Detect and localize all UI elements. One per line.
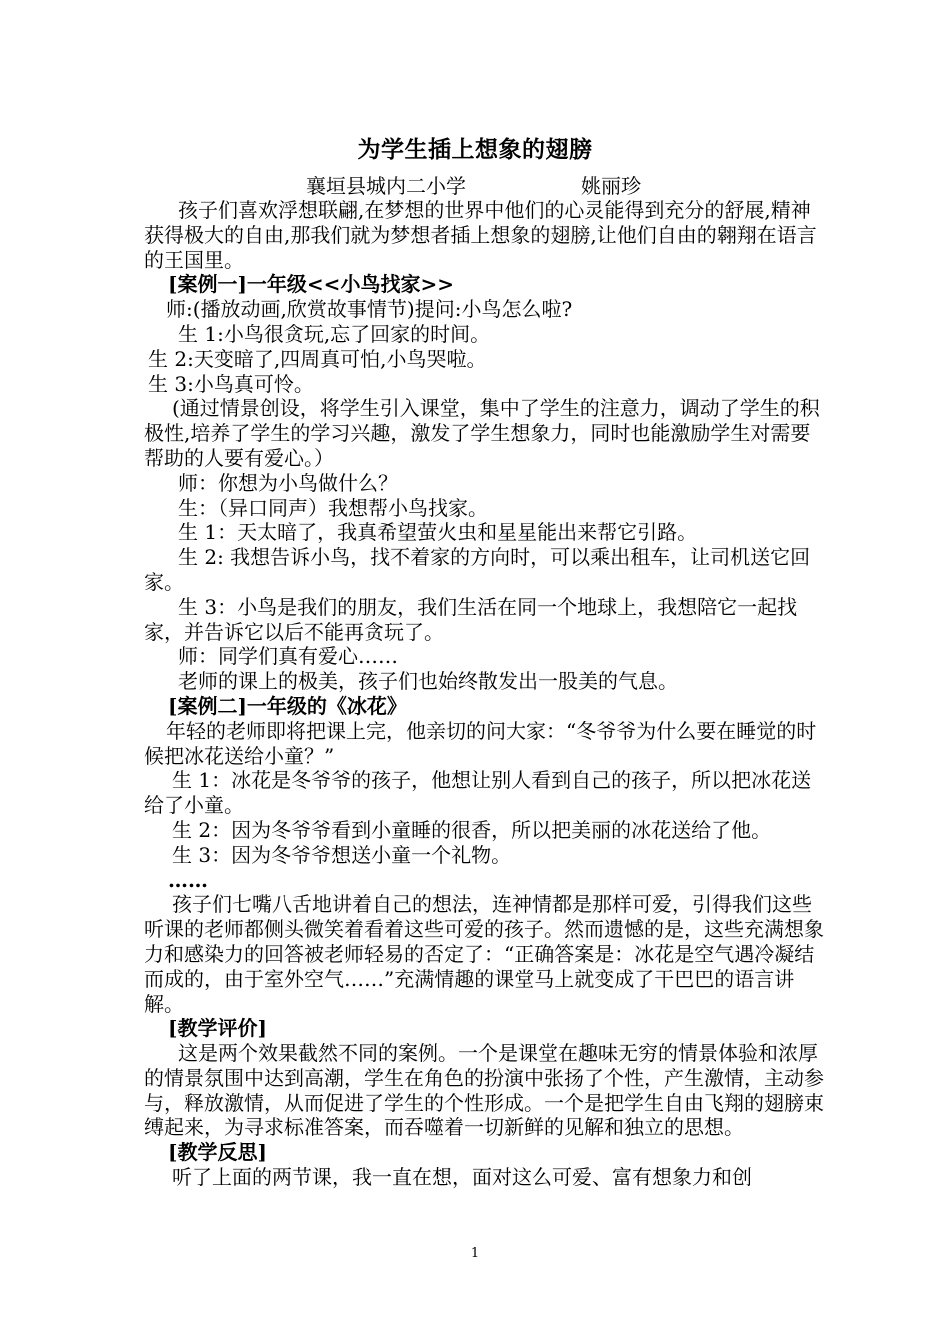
paragraph: 生 2: 我想告诉小鸟，找不着家的方向时，可以乘出租车，让司机送它回家。 xyxy=(144,545,811,594)
section-heading: [案例二]一年级的《冰花》 xyxy=(168,693,407,718)
paragraph: 生 1：天太暗了，我真希望萤火虫和星星能出来帮它引路。 xyxy=(178,520,698,545)
paragraph: 生 2:天变暗了,四周真可怕,小鸟哭啦。 xyxy=(148,346,487,371)
section-heading: [案例一]一年级<<小鸟找家>> xyxy=(168,272,454,297)
paragraph: 生 3：因为冬爷爷想送小童一个礼物。 xyxy=(172,842,512,867)
paragraph: 这是两个效果截然不同的案例。一个是课堂在趣味无穷的情景体验和浓厚的情景氛围中达到高潮，学生在角色的扮演中张扬了个性，产生激情，主动参与，释放激情，从而促进了学生的个性形成。一个是把学生自由飞翔的翅膀束缚起来，为寻求标准答案，而吞噬着一切新鲜的见解和独立的思想。 xyxy=(144,1041,824,1140)
paragraph: 孩子们七嘴八舌地讲着自己的想法，连神情都是那样可爱，引得我们这些听课的老师都侧头微笑着看着这些可爱的孩子。然而遗憾的是，这些充满想象力和感染力的回答被老师轻易的否定了：“正确答案是：冰花是空气遇冷凝结而成的，由于室外空气……”充满情趣的课堂马上就变成了干巴巴的语言讲解。 xyxy=(144,892,824,1016)
paragraph: 师:(播放动画,欣赏故事情节)提问:小鸟怎么啦? xyxy=(166,297,573,322)
document-title: 为学生插上想象的翅膀 xyxy=(357,136,593,163)
section-heading: [教学评价] xyxy=(168,1016,267,1041)
paragraph: (通过情景创设，将学生引入课堂，集中了学生的注意力，调动了学生的积极性,培养了学生的学习兴趣，激发了学生想象力，同时也能激励学生对需要帮助的人要有爱心。） xyxy=(144,396,820,470)
school-name: 襄垣县城内二小学 xyxy=(306,174,466,198)
paragraph: 生 1：冰花是冬爷爷的孩子，他想让别人看到自己的孩子，所以把冰花送给了小童。 xyxy=(144,768,812,818)
page-number: 1 xyxy=(470,1246,480,1261)
paragraph: 生：（异口同声）我想帮小鸟找家。 xyxy=(178,495,488,520)
document-body xyxy=(144,198,824,1190)
paragraph: 听了上面的两节课，我一直在想，面对这么可爱、富有想象力和创 xyxy=(172,1165,752,1190)
paragraph: 生 1:小鸟很贪玩,忘了回家的时间。 xyxy=(178,321,491,346)
paragraph: 师：你想为小鸟做什么？ xyxy=(178,470,398,495)
author-line xyxy=(306,172,641,200)
paragraph: 老师的课上的极美，孩子们也始终散发出一股美的气息。 xyxy=(178,669,678,694)
author-name: 姚丽珍 xyxy=(581,174,641,198)
paragraph: 生 2：因为冬爷爷看到小童睡的很香，所以把美丽的冰花送给了他。 xyxy=(172,817,772,842)
ellipsis: …… xyxy=(168,867,208,892)
section-heading: [教学反思] xyxy=(168,1140,267,1165)
paragraph: 生 3:小鸟真可怜。 xyxy=(148,371,314,396)
paragraph: 生 3：小鸟是我们的朋友，我们生活在同一个地球上，我想陪它一起找家，并告诉它以后不能再贪玩了。 xyxy=(144,594,798,644)
paragraph: 师：同学们真有爱心…… xyxy=(178,644,398,669)
paragraph: 年轻的老师即将把课上完，他亲切的问大家：“冬爷爷为什么要在睡觉的时候把冰花送给小童？” xyxy=(144,718,817,768)
paragraph: 孩子们喜欢浮想联翩,在梦想的世界中他们的心灵能得到充分的舒展,精神获得极大的自由,那我们就为梦想者插上想象的翅膀,让他们自由的翱翔在语言的王国里。 xyxy=(144,198,817,272)
